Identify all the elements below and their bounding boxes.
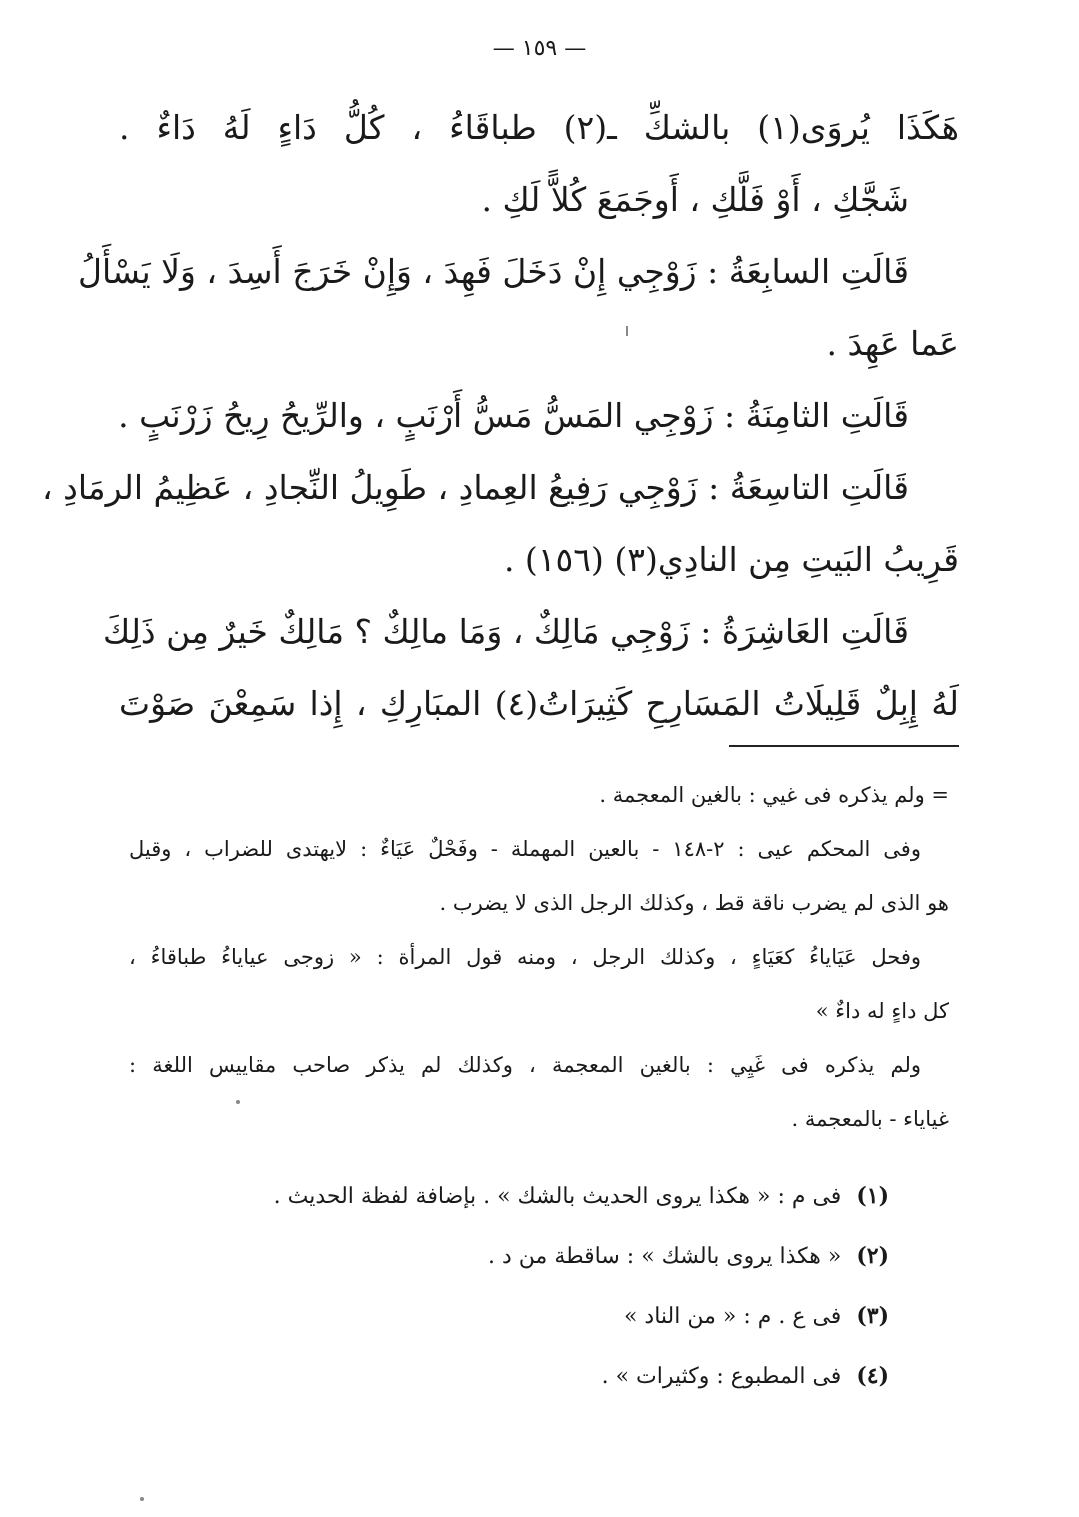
- note-number: (١): [856, 1183, 889, 1209]
- note-2: [169, 1226, 889, 1286]
- note-text: فى المطبوع : وكثيرات » .: [601, 1364, 842, 1389]
- footnote-divider: [729, 745, 959, 747]
- footnote-line-6: ولم يذكره فى غَيِي : بالغين المعجمة ، وكذلك لم يذكر صاحب مقاييس اللغة :: [129, 1053, 921, 1077]
- note-1: [169, 1166, 889, 1226]
- note-text: فى ع . م : « من الناد »: [623, 1304, 842, 1329]
- note-3: [169, 1286, 889, 1346]
- footnote-line-2: وفى المحكم عيى : ٢-١٤٨ - بالعين المهملة - وفَحْلٌ عَيَاءٌ : لايهتدى للضراب ، وقيل: [129, 837, 921, 861]
- numbered-notes: [169, 1166, 889, 1406]
- main-text: [42, 92, 959, 740]
- note-number: (٤): [856, 1363, 889, 1389]
- main-line-2: شَجَّكِ ، أَوْ فَلَّكِ ، أَوجَمَعَ كُلاًّ لَكِ .: [481, 180, 909, 219]
- scan-speck: [626, 326, 628, 336]
- main-line-6: قَالَتِ التاسِعَةُ : زَوْجِي رَفِيعُ العِمادِ ، طَوِيلُ النِّجادِ ، عَظِيمُ الرمَادِ ،: [42, 468, 909, 507]
- note-4: [169, 1346, 889, 1406]
- note-text: « هكذا يروى بالشك » : ساقطة من د .: [488, 1244, 842, 1269]
- main-line-1: هَكَذَا يُروَى(١) بالشكِّ ـ(٢) طباقَاءُ ، كُلُّ دَاءٍ لَهُ دَاءٌ .: [119, 108, 959, 147]
- main-line-9: لَهُ إِبِلٌ قَلِيلَاتُ المَسَارِحِ كَثِيرَاتُ(٤) المبَارِكِ ، إِذا سَمِعْنَ صَوْتَ: [119, 684, 959, 723]
- footnote-line-1: = ولم يذكره فى غيي : بالغين المعجمة .: [599, 783, 949, 807]
- footnote-line-7: غياياء - بالمعجمة .: [791, 1107, 949, 1131]
- footnote-continuation: [129, 768, 949, 1146]
- main-line-8: قَالَتِ العَاشِرَةُ : زَوْجِي مَالِكٌ ، وَمَا مالِكٌ ؟ مَالِكٌ خَيرٌ مِن ذَلِكَ: [103, 612, 909, 651]
- note-text: فى م : « هكذا يروى الحديث بالشك » . بإضافة لفظة الحديث .: [273, 1184, 842, 1209]
- main-line-4: عَما عَهِدَ .: [826, 324, 959, 363]
- page-number: — ١٥٩ —: [492, 36, 587, 61]
- main-line-5: قَالَتِ الثامِنَةُ : زَوْجِي المَسُّ مَسُّ أَرْنَبٍ ، والرِّيحُ رِيحُ زَرْنَبٍ .: [118, 396, 909, 435]
- footnote-line-3: هو الذى لم يضرب ناقة قط ، وكذلك الرجل الذى لا يضرب .: [439, 891, 949, 915]
- note-number: (٣): [856, 1303, 889, 1329]
- main-line-7: قَرِيبُ البَيتِ مِن النادِي(٣) (١٥٦) .: [503, 540, 959, 579]
- scan-speck: [236, 1100, 240, 1104]
- scan-speck: [140, 1497, 144, 1501]
- note-number: (٢): [856, 1243, 889, 1269]
- footnote-line-5: كل داءٍ له داءٌ »: [815, 999, 949, 1023]
- footnote-line-4: وفحل عَيَاياءُ كعَيَاءٍ ، وكذلك الرجل ، ومنه قول المرأة : « زوجى عياياءُ طباقاءُ ،: [129, 945, 921, 969]
- main-line-3: قَالَتِ السابِعَةُ : زَوْجِي إِنْ دَخَلَ فَهِدَ ، وَإِنْ خَرَجَ أَسِدَ ، وَلَا يَسْأَلُ: [78, 252, 909, 291]
